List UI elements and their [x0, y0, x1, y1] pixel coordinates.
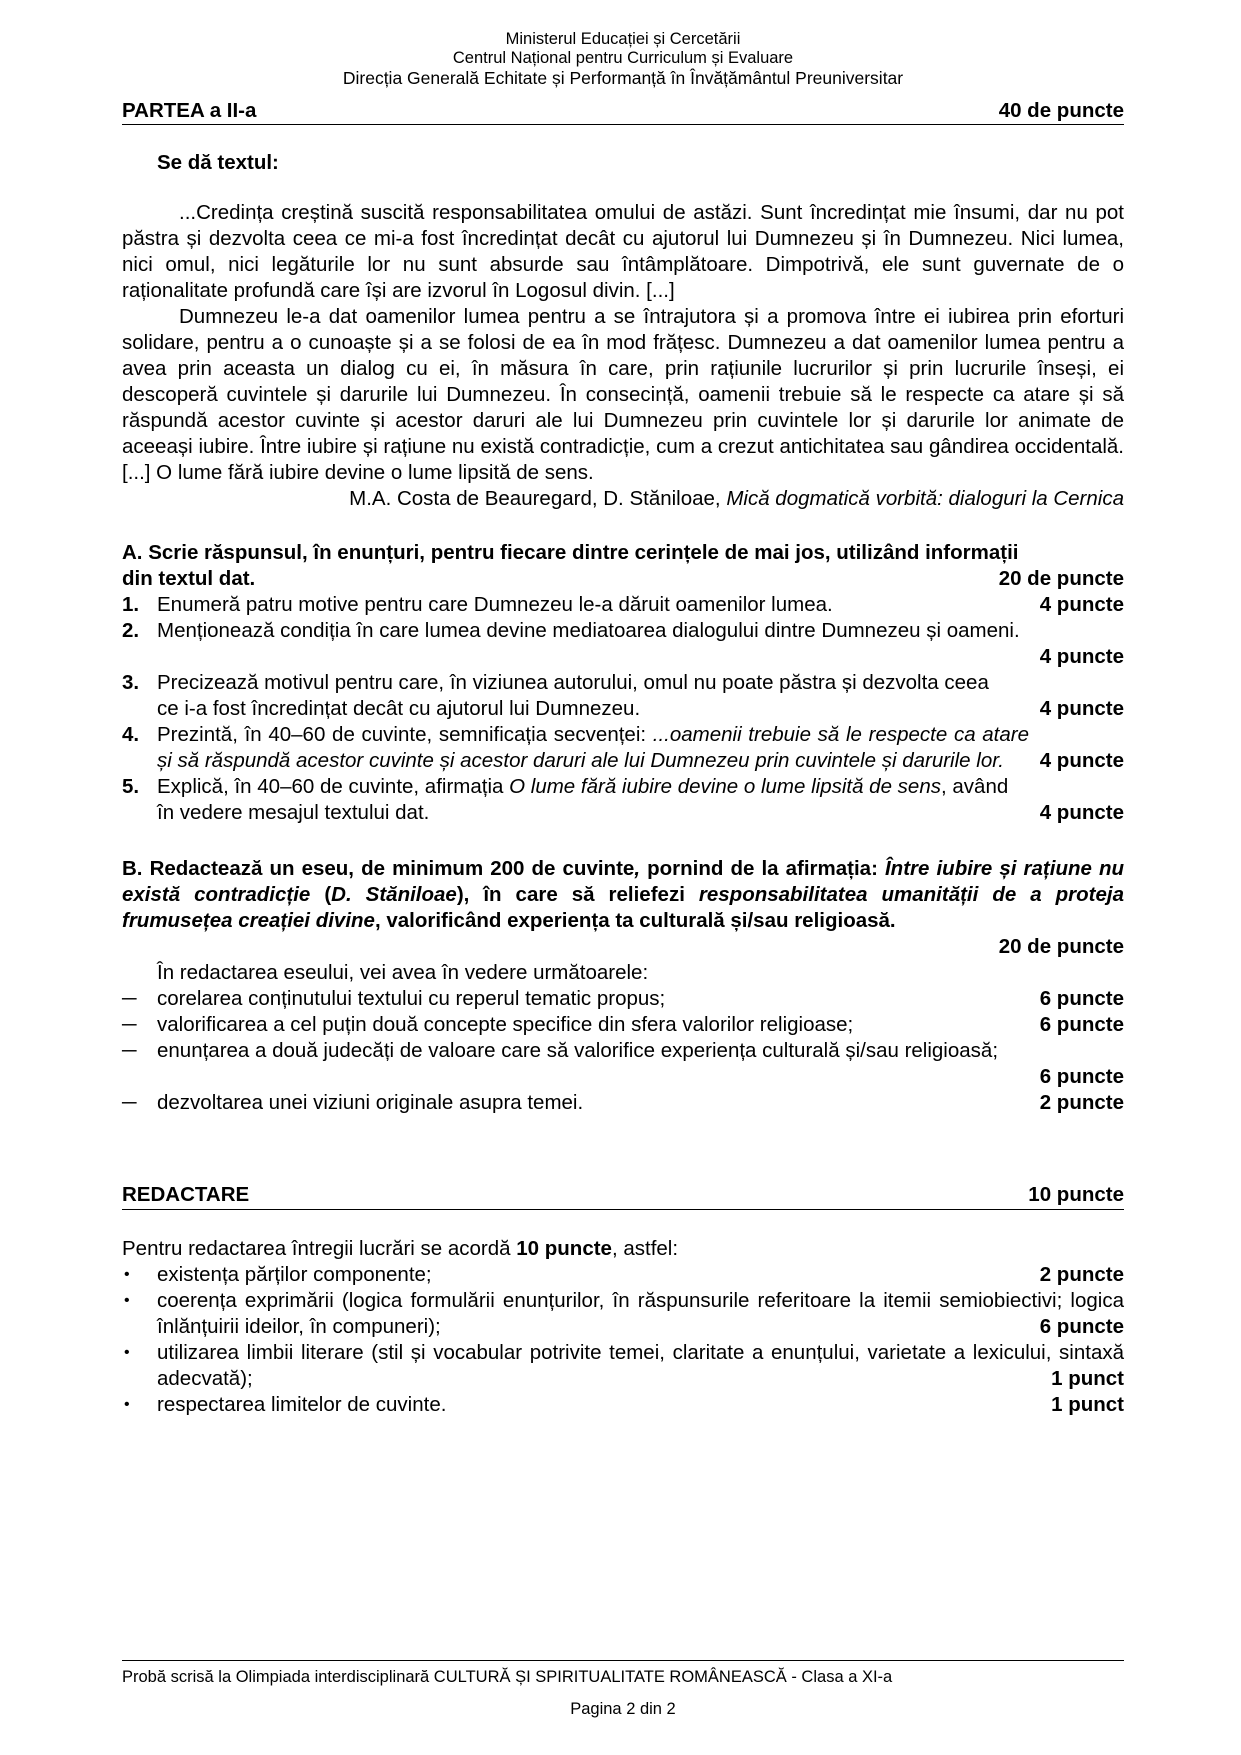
redactare-title: REDACTARE [122, 1183, 250, 1206]
redactare-item-text: existența părților componente; [157, 1263, 432, 1286]
question-4 [122, 722, 1124, 774]
criterion-4 [122, 1090, 1124, 1116]
section-b-points: 20 de puncte [998, 935, 1124, 958]
redactare-intro [122, 1236, 1124, 1262]
question-text [157, 774, 1124, 826]
criterion-points: 6 puncte [1039, 1013, 1124, 1036]
section-b-intro: În redactarea eseului, vei avea în vedere următoarele: [157, 961, 649, 984]
section-a-points: 20 de puncte [998, 567, 1124, 590]
redactare-item-3 [122, 1340, 1124, 1392]
redactare-points: 10 puncte [1028, 1183, 1124, 1206]
section-a-intro-line2: din textul dat. [122, 567, 256, 590]
question-number: 1. [122, 593, 140, 616]
criterion-text: dezvoltarea unei viziuni originale asupra temei. [157, 1091, 584, 1114]
criterion-2 [122, 1012, 1124, 1038]
bullet-marker: • [124, 1344, 130, 1361]
section-a-intro-row [122, 566, 1124, 592]
question-2 [122, 618, 1124, 670]
criterion-1 [122, 986, 1124, 1012]
question-text: Precizează motivul pentru care, în viziunea autorului, omul nu poate păstra și dezvolta ceea ce i-a fost încredințat decât cu ajutorul lui Dumnezeu. [157, 671, 989, 720]
header-direction: Direcția Generală Echitate și Performanță în Învățământul Preuniversitar [342, 68, 904, 88]
header-center: Centrul Național pentru Curriculum și Evaluare [452, 49, 794, 67]
criterion-3 [122, 1038, 1124, 1090]
criterion-text: enunțarea a două judecăți de valoare care să valorifice experiența culturală și/sau religioasă; [157, 1039, 999, 1062]
prompt-part: ( [310, 883, 332, 906]
text-paragraph-1: ...Credința creștină suscită responsabilitatea omului de astăzi. Sunt încredințat mie însumi, dar nu pot păstra și dezvolta ceea ce mi-a fost încredințat decât cu ajutorul lui Dumnezeu și în Dumnezeu. Nici lumea, nici omul, nici legăturile lor nu sunt absurde sau întâmplătoare. Dimpotrivă, ele sunt guvernate de o raționalitate profundă care își are izvorul în Logosul divin. [...] [122, 201, 1124, 302]
section-b [122, 856, 1124, 1116]
section-a [122, 540, 1124, 826]
question-number: 4. [122, 723, 140, 746]
section-a-intro-line1: A. Scrie răspunsul, în enunțuri, pentru fiecare dintre cerințele de mai jos, utilizând informații [122, 541, 1019, 564]
redactare-body [122, 1236, 1124, 1418]
exam-page [122, 0, 1124, 1755]
question-points: 4 puncte [1039, 801, 1124, 824]
redactare-item-text: coerența exprimării (logica formulării enunțurilor, în răspunsurile referitoare la itemii semiobiectivi; logica înlănțuirii ideilor, în compuneri); [157, 1289, 1124, 1338]
part-title-bar [122, 99, 1124, 125]
text-paragraph-2: Dumnezeu le-a dat oamenilor lumea pentru a se întrajutora și a promova între ei iubirea prin eforturi solidare, pentru a o cunoaște și a se folosi de ea în mod frățesc. Dumnezeu a dat oamenilor lumea pentru a avea prin aceasta un dialog cu ei, în măsura în care, prin rațiunile lucrurilor și prin lucrurile înseși, ei descoperă cuvintele și darurile lui Dumnezeu. În consecință, oamenii trebuie să le respecte ca atare și să răspundă acestor cuvinte și acestor daruri ale lui Dumnezeu prin cuvintele lor și darurile lor animate de aceeași iubire. Între iubire și rațiune nu există contradicție, cum a crezut antichitatea sau gândirea occidentală. [...] O lume fără iubire devine o lume lipsită de sens. [122, 305, 1124, 484]
bullet-marker: • [124, 1266, 130, 1283]
question-number: 5. [122, 775, 140, 798]
question-number: 2. [122, 619, 140, 642]
question-text-plain: Explică, în 40–60 de cuvinte, afirmația [157, 775, 510, 798]
bullet-marker: • [124, 1292, 130, 1309]
question-quote: O lume fără iubire devine o lume lipsită de sens [509, 775, 941, 798]
redactare-item-4 [122, 1392, 1124, 1418]
question-text-end: , având în vedere mesajul textului dat. [157, 775, 1009, 824]
dash-marker: ─ [122, 1013, 137, 1036]
redactare-title-bar [122, 1182, 1124, 1210]
dash-marker: ─ [122, 1039, 137, 1062]
source-title: Mică dogmatică vorbită: dialoguri la Cernica [726, 487, 1124, 510]
header-ministry: Ministerul Educației și Cercetării [505, 30, 741, 48]
question-points: 4 puncte [1039, 645, 1124, 668]
question-quote: ...oamenii trebuie să le respecte ca atare și să răspundă acestor cuvinte și acestor daruri ale lui Dumnezeu prin cuvintele și darurile lor. [157, 723, 1029, 772]
question-text [157, 722, 1124, 774]
given-text-label: Se dă textul: [157, 151, 279, 174]
page-header [122, 30, 1124, 89]
redactare-item-1 [122, 1262, 1124, 1288]
prompt-part: pornind de la afirmația: [647, 857, 885, 880]
redactare-item-points: 2 puncte [1039, 1263, 1124, 1286]
criterion-text: corelarea conținutului textului cu reperul tematic propus; [157, 987, 666, 1010]
question-text-plain: Prezintă, în 40–60 de cuvinte, semnificația secvenței: [157, 723, 653, 746]
prompt-part: B. Redactează un eseu, de minimum 200 de cuvinte [122, 857, 635, 880]
page-number: Pagina 2 din 2 [570, 1700, 676, 1718]
prompt-part: , valorificând experiența ta culturală și/sau religioasă. [374, 909, 896, 932]
question-1 [122, 592, 1124, 618]
redactare-item-text: utilizarea limbii literare (stil și vocabular potrivite temei, claritate a enunțului, varietate a lexicului, sintaxă adecvată); [157, 1341, 1124, 1390]
footer-exam-line: Probă scrisă la Olimpiada interdisciplinară CULTURĂ ȘI SPIRITUALITATE ROMÂNEASCĂ - Clasa a XI-a [122, 1668, 893, 1686]
dash-marker: ─ [122, 987, 137, 1010]
question-points: 4 puncte [1039, 593, 1124, 616]
prompt-quote: Între iubire și rațiune nu există contradicție [122, 857, 1125, 906]
criterion-points: 2 puncte [1039, 1091, 1124, 1114]
prompt-theme: responsabilitatea umanității de a proteja frumusețea creației divine [122, 883, 1124, 932]
redactare-item-points: 6 puncte [1039, 1315, 1124, 1338]
question-points: 4 puncte [1039, 749, 1124, 772]
redactare-item-2 [122, 1288, 1124, 1340]
page-footer [122, 1660, 1124, 1719]
intro-points: 10 puncte [516, 1237, 612, 1260]
intro-text-end: , astfel: [611, 1237, 679, 1260]
redactare-item-points: 1 punct [1051, 1393, 1124, 1416]
redactare-item-text: respectarea limitelor de cuvinte. [157, 1393, 447, 1416]
question-number: 3. [122, 671, 140, 694]
redactare-item-points: 1 punct [1051, 1367, 1124, 1390]
prompt-comma: , [634, 857, 648, 880]
bullet-marker: • [124, 1396, 130, 1413]
prompt-part: ), în care să reliefezi [456, 883, 699, 906]
source-text [122, 200, 1124, 512]
question-text: Menționează condiția în care lumea devine mediatoarea dialogului dintre Dumnezeu și oameni. [157, 619, 1020, 642]
criterion-points: 6 puncte [1039, 987, 1124, 1010]
question-5 [122, 774, 1124, 826]
criterion-text: valorificarea a cel puțin două concepte specifice din sfera valorilor religioase; [157, 1013, 854, 1036]
part-title: PARTEA a II-a [122, 99, 257, 122]
part-points: 40 de puncte [998, 99, 1124, 122]
criterion-points: 6 puncte [1039, 1065, 1124, 1088]
text-source [122, 486, 1124, 512]
question-3 [122, 670, 1124, 722]
question-points: 4 puncte [1039, 697, 1124, 720]
section-b-prompt [122, 856, 1124, 934]
dash-marker: ─ [122, 1091, 137, 1114]
question-text: Enumeră patru motive pentru care Dumnezeu le-a dăruit oamenilor lumea. [157, 593, 833, 616]
source-authors: M.A. Costa de Beauregard, D. Stăniloae, [349, 487, 727, 510]
intro-text: Pentru redactarea întregii lucrări se acordă [122, 1237, 517, 1260]
prompt-author: D. Stăniloae [331, 883, 457, 906]
